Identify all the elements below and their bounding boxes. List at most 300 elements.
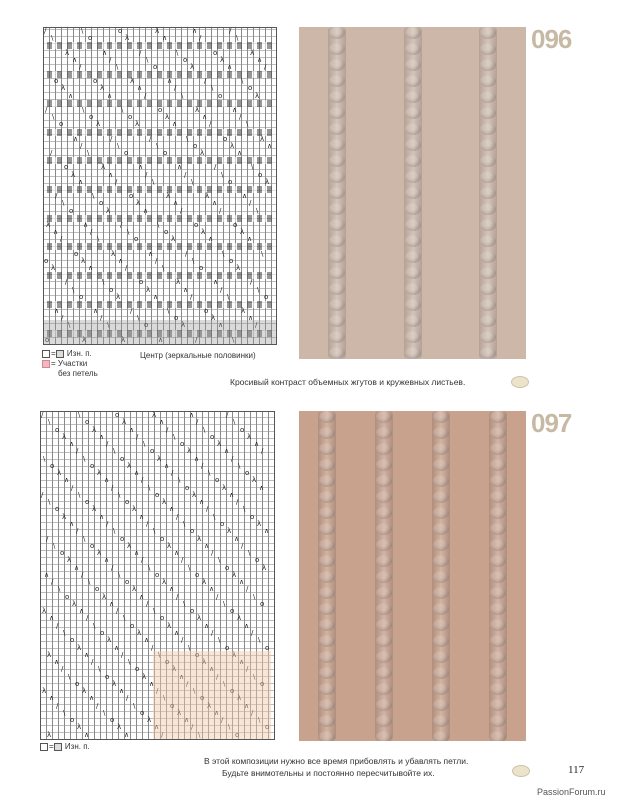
chart-symbol: /: [199, 34, 202, 43]
chart-symbol: \: [183, 599, 186, 608]
chart-symbol: ∧: [164, 461, 170, 470]
chart-symbol: ∧: [129, 425, 135, 434]
chart-symbol: \: [241, 77, 244, 86]
chart-symbol: /: [229, 27, 232, 35]
chart-symbol: \: [248, 549, 251, 558]
chart-symbol: ∧: [139, 512, 145, 521]
chart-symbol: o: [118, 27, 123, 35]
knit-twist: [376, 603, 392, 615]
chart-symbol: o: [193, 141, 198, 150]
chart-symbol: o: [260, 679, 265, 688]
chart-symbol: /: [219, 206, 222, 215]
chart-symbol: o: [139, 278, 144, 287]
chart-symbol: λ: [146, 285, 151, 294]
chart-symbol: λ: [112, 679, 117, 688]
knit-square-icon: [42, 350, 50, 358]
chart-symbol: o: [134, 235, 139, 244]
chart-symbol: λ: [202, 578, 207, 587]
chart-symbol: \: [181, 91, 184, 100]
chart-symbol: \: [228, 723, 231, 732]
chart-symbol: \: [93, 621, 96, 630]
chart-symbol: o: [90, 461, 95, 470]
chart-symbol: ∧: [199, 498, 205, 507]
chart-symbol: \: [258, 716, 261, 725]
chart-symbol: \: [68, 321, 71, 330]
chart-symbol: ∧: [212, 199, 218, 208]
knit-twist: [329, 347, 345, 359]
center-note-096: Центр (зеркальные половинки): [140, 351, 256, 360]
chart-symbol: /: [60, 235, 63, 244]
knit-twist: [376, 475, 392, 487]
chart-symbol: ∧: [208, 235, 214, 244]
chart-symbol: \: [137, 314, 140, 323]
chart-symbol: /: [50, 149, 53, 158]
chart-symbol: λ: [102, 592, 107, 601]
chart-symbol: \: [188, 563, 191, 572]
chart-symbol: /: [81, 570, 84, 579]
chart-symbol: /: [206, 505, 209, 514]
chart-symbol: λ: [197, 534, 202, 543]
chart-symbol: λ: [82, 687, 87, 696]
knit-twist: [405, 187, 421, 199]
chart-symbol: ∧: [68, 91, 74, 100]
chart-symbol: λ: [97, 469, 102, 478]
chart-symbol: o: [180, 440, 185, 449]
chart-symbol: o: [230, 687, 235, 696]
chart-symbol: λ: [72, 599, 77, 608]
legend-stitch-label: Изн. п.: [64, 742, 90, 751]
chart-symbol: o: [65, 592, 70, 601]
knit-twist: [433, 715, 449, 727]
chart-symbol: o: [204, 307, 209, 316]
caption-097-line1: В этой композиции нужно все время прибовлять и убавлять петли.: [204, 756, 469, 766]
chart-symbol: /: [155, 256, 158, 265]
chart-symbol: o: [190, 607, 195, 616]
chart-symbol: /: [184, 170, 187, 179]
chart-symbol: o: [75, 679, 80, 688]
knit-twist: [376, 571, 392, 583]
knit-twist: [376, 699, 392, 711]
chart-symbol: λ: [217, 440, 222, 449]
knit-twist: [490, 491, 506, 503]
chart-symbol: \: [102, 278, 105, 287]
chart-symbol: ∧: [74, 563, 80, 572]
sheep-icon: [511, 376, 529, 388]
chart-symbol: \: [218, 556, 221, 565]
chart-symbol: ∧: [173, 199, 179, 208]
knit-twist: [405, 251, 421, 263]
legend-nostitch-label-1: Участки: [57, 359, 88, 368]
chart-symbol: o: [265, 723, 270, 732]
knit-twist: [490, 507, 506, 519]
chart-symbol: o: [135, 665, 140, 674]
chart-symbol: o: [150, 447, 155, 456]
chart-symbol: ∧: [158, 335, 164, 344]
chart-symbol: o: [155, 570, 160, 579]
chart-symbol: o: [125, 498, 130, 507]
chart-symbol: /: [181, 636, 184, 645]
knit-twist: [490, 459, 506, 471]
chart-symbol: \: [113, 447, 116, 456]
knit-twist: [433, 619, 449, 631]
chart-symbol: \: [113, 527, 116, 536]
chart-symbol: \: [48, 418, 51, 427]
chart-symbol: \: [148, 563, 151, 572]
knit-twist: [433, 523, 449, 535]
chart-symbol: λ: [172, 665, 177, 674]
chart-symbol: /: [76, 447, 79, 456]
chart-symbol: o: [44, 256, 49, 265]
knit-twist: [433, 443, 449, 455]
chart-symbol: ∧: [169, 505, 175, 514]
knit-twist: [329, 315, 345, 327]
knit-twist: [329, 203, 345, 215]
page-number: 117: [568, 764, 585, 776]
chart-symbol: λ: [201, 228, 206, 237]
chart-symbol: \: [63, 629, 66, 637]
chart-symbol: ∧: [239, 658, 245, 667]
knit-twist: [376, 651, 392, 663]
chart-symbol: o: [105, 672, 110, 681]
chart-symbol: /: [46, 534, 49, 543]
chart-symbol: λ: [122, 418, 127, 427]
chart-symbol: \: [82, 106, 85, 114]
legend-097: = Изн. п.: [40, 742, 90, 752]
chart-symbol: o: [200, 694, 205, 703]
chart-symbol: \: [257, 285, 260, 294]
chart-symbol: /: [204, 77, 207, 86]
knit-square-icon: [40, 743, 48, 751]
chart-symbol: λ: [77, 643, 82, 652]
chart-symbol: \: [223, 679, 226, 688]
chart-symbol: ∧: [174, 629, 180, 637]
chart-symbol: /: [231, 454, 234, 463]
chart-symbol: ∧: [104, 556, 110, 565]
chart-symbol: o: [195, 650, 200, 659]
chart-symbol: ∧: [83, 220, 89, 229]
chart-symbol: λ: [42, 687, 47, 696]
chart-symbol: o: [99, 199, 104, 208]
chart-symbol: ∧: [93, 307, 99, 316]
chart-symbol: ∧: [143, 206, 149, 215]
chart-symbol: \: [232, 335, 235, 344]
knit-twist: [433, 427, 449, 439]
chart-symbol: /: [236, 498, 239, 507]
chart-symbol: /: [79, 62, 82, 71]
chart-symbol: λ: [155, 27, 160, 35]
chart-symbol: /: [45, 106, 48, 114]
chart-symbol: /: [221, 716, 224, 725]
knit-twist: [376, 507, 392, 519]
chart-symbol: \: [198, 730, 201, 739]
chart-symbol: o: [64, 163, 69, 172]
chart-symbol: \: [127, 228, 130, 237]
chart-symbol: λ: [205, 192, 210, 201]
chart-cable-band: [44, 129, 276, 136]
chart-symbol: /: [145, 170, 148, 179]
chart-symbol: o: [260, 599, 265, 608]
chart-symbol: \: [116, 62, 119, 71]
chart-symbol: λ: [71, 170, 76, 179]
chart-symbol: /: [201, 461, 204, 470]
knit-twist: [433, 667, 449, 679]
chart-symbol: ∧: [69, 440, 75, 449]
chart-symbol: ∧: [239, 578, 245, 587]
chart-symbol: λ: [255, 91, 260, 100]
chart-symbol: ∧: [218, 321, 224, 330]
knit-twist: [376, 555, 392, 567]
chart-symbol: o: [45, 335, 50, 344]
chart-symbol: \: [256, 206, 259, 215]
chart-symbol: o: [174, 314, 179, 323]
chart-symbol: λ: [62, 512, 67, 521]
chart-symbol: o: [225, 643, 230, 652]
chart-symbol: /: [195, 335, 198, 344]
chart-symbol: /: [116, 607, 119, 616]
chart-symbol: ∧: [194, 454, 200, 463]
chart-symbol: \: [153, 527, 156, 536]
chart-symbol: o: [70, 716, 75, 725]
chart-symbol: o: [225, 563, 230, 572]
chart-symbol: /: [176, 512, 179, 521]
chart-symbol: ∧: [64, 476, 70, 485]
chart-symbol: o: [170, 701, 175, 710]
chart-symbol: /: [211, 629, 214, 637]
knit-twist: [490, 667, 506, 679]
chart-symbol: λ: [176, 278, 181, 287]
chart-symbol: \: [62, 199, 65, 208]
chart-symbol: \: [258, 636, 261, 645]
chart-symbol: o: [245, 469, 250, 478]
chart-symbol: o: [250, 512, 255, 521]
chart-symbol: o: [95, 585, 100, 594]
chart-symbol: /: [76, 527, 79, 536]
chart-symbol: o: [235, 730, 240, 739]
chart-symbol: λ: [97, 549, 102, 558]
chart-symbol: λ: [187, 447, 192, 456]
chart-symbol: ∧: [257, 55, 263, 64]
knit-twist: [376, 491, 392, 503]
knit-twist: [405, 107, 421, 119]
chart-symbol: ∧: [234, 534, 240, 543]
chart-symbol: o: [164, 228, 169, 237]
knit-twist: [329, 219, 345, 231]
chart-symbol: /: [246, 585, 249, 594]
chart-symbol: λ: [121, 335, 126, 344]
chart-symbol: /: [86, 614, 89, 623]
chart-symbol: \: [253, 592, 256, 601]
chart-symbol: ∧: [84, 730, 90, 739]
chart-symbol: o: [130, 621, 135, 630]
chart-symbol: ∧: [189, 411, 195, 419]
chart-symbol: λ: [236, 264, 241, 272]
chart-symbol: ∧: [118, 256, 124, 265]
knit-twist: [433, 699, 449, 711]
chart-symbol: λ: [101, 163, 106, 172]
knit-twist: [490, 555, 506, 567]
chart-symbol: ∧: [204, 541, 210, 550]
chart-symbol: o: [55, 505, 60, 514]
chart-symbol: λ: [211, 314, 216, 323]
sheep-icon: [512, 765, 530, 777]
chart-symbol: λ: [237, 614, 242, 623]
chart-symbol: /: [190, 292, 193, 301]
chart-symbol: \: [97, 235, 100, 244]
chart-symbol: ∧: [138, 163, 144, 172]
knit-twist: [405, 171, 421, 183]
chart-symbol: o: [183, 55, 188, 64]
chart-symbol: ∧: [139, 592, 145, 601]
chart-symbol: λ: [260, 134, 265, 143]
chart-symbol: /: [71, 483, 74, 492]
knit-twist: [329, 331, 345, 343]
chart-symbol: \: [107, 321, 110, 330]
chart-symbol: o: [220, 520, 225, 528]
chart-symbol: o: [125, 578, 130, 587]
chart-symbol: λ: [177, 708, 182, 717]
chart-symbol: /: [216, 592, 219, 601]
chart-symbol: \: [243, 505, 246, 514]
knit-twist: [405, 235, 421, 247]
chart-symbol: ∧: [53, 228, 59, 237]
chart-symbol: o: [230, 607, 235, 616]
chart-symbol: ∧: [244, 701, 250, 710]
chart-symbol: λ: [111, 249, 116, 258]
chart-symbol: /: [125, 264, 128, 272]
chart-symbol: o: [194, 220, 199, 229]
chart-symbol: ∧: [179, 672, 185, 681]
knit-twist: [319, 731, 335, 741]
chart-symbol: o: [160, 534, 165, 543]
chart-cable-band: [44, 215, 276, 222]
chart-symbol: /: [220, 285, 223, 294]
chart-symbol: λ: [132, 505, 137, 514]
chart-symbol: λ: [136, 199, 141, 208]
chart-symbol: o: [264, 292, 269, 301]
chart-symbol: ∧: [232, 106, 238, 114]
chart-symbol: \: [51, 34, 54, 43]
knit-twist: [433, 507, 449, 519]
chart-symbol: λ: [171, 235, 176, 244]
knit-twist: [433, 571, 449, 583]
chart-symbol: /: [56, 621, 59, 630]
chart-symbol: \: [63, 708, 66, 717]
chart-symbol: /: [191, 723, 194, 732]
chart-symbol: ∧: [209, 665, 215, 674]
chart-symbol: o: [115, 411, 120, 419]
chart-symbol: ∧: [108, 170, 114, 179]
chart-cable-band: [44, 42, 276, 49]
legend-nostitch-row: = Участки: [42, 359, 98, 369]
chart-symbol: o: [85, 498, 90, 507]
chart-symbol: ∧: [183, 285, 189, 294]
knit-twist: [376, 443, 392, 455]
knit-twist: [433, 555, 449, 567]
chart-symbol: ∧: [172, 120, 178, 129]
chart-symbol: ∧: [267, 141, 273, 150]
chart-symbol: ∧: [192, 27, 198, 35]
chart-symbol: λ: [67, 556, 72, 565]
chart-symbol: ∧: [99, 432, 105, 441]
chart-symbol: λ: [147, 716, 152, 725]
chart-symbol: \: [227, 292, 230, 301]
chart-symbol: ∧: [202, 113, 208, 122]
chart-symbol: \: [148, 483, 151, 492]
knit-twist: [490, 411, 506, 423]
chart-cable-band: [44, 157, 276, 164]
chart-symbol: ∧: [69, 520, 75, 528]
knit-twist: [490, 699, 506, 711]
chart-symbol: /: [141, 476, 144, 485]
chart-symbol: λ: [92, 505, 97, 514]
chart-symbol: \: [133, 701, 136, 710]
knit-twist: [405, 91, 421, 103]
knit-twist: [376, 539, 392, 551]
chart-symbol: /: [166, 425, 169, 434]
chart-symbol: \: [167, 307, 170, 316]
chart-symbol: \: [117, 141, 120, 150]
chart-symbol: o: [69, 206, 74, 215]
chart-symbol: λ: [47, 730, 52, 739]
knit-twist: [405, 315, 421, 327]
knit-twist: [405, 75, 421, 87]
chart-symbol: \: [157, 220, 160, 229]
chart-symbol: ∧: [49, 694, 55, 703]
chart-symbol: /: [115, 177, 118, 186]
knit-twist: [433, 731, 449, 741]
chart-symbol: \: [43, 454, 46, 463]
chart-symbol: \: [223, 599, 226, 608]
chart-symbol: λ: [62, 432, 67, 441]
chart-symbol: o: [229, 256, 234, 265]
knit-twist: [329, 299, 345, 311]
legend-096: [42, 349, 98, 379]
chart-symbol: /: [109, 55, 112, 64]
chart-symbol: \: [118, 490, 121, 499]
chart-symbol: /: [146, 520, 149, 528]
chart-symbol: ∧: [124, 730, 130, 739]
knit-twist: [405, 27, 421, 39]
chart-symbol: o: [190, 527, 195, 536]
chart-symbol: λ: [181, 321, 186, 330]
chart-symbol: o: [50, 461, 55, 470]
chart-symbol: /: [120, 220, 123, 229]
chart-symbol: λ: [157, 454, 162, 463]
chart-symbol: \: [222, 249, 225, 258]
chart-symbol: ∧: [144, 636, 150, 645]
chart-symbol: /: [261, 447, 264, 456]
knit-twist: [405, 331, 421, 343]
chart-symbol: λ: [135, 120, 140, 129]
chart-symbol: o: [79, 292, 84, 301]
chart-symbol: ∧: [264, 527, 270, 536]
chart-symbol: /: [250, 278, 253, 287]
chart-symbol: o: [240, 425, 245, 434]
watermark: PassionForum.ru: [537, 787, 606, 797]
chart-symbol: \: [153, 607, 156, 616]
chart-symbol: /: [141, 556, 144, 565]
knit-twist: [433, 491, 449, 503]
chart-symbol: ∧: [137, 84, 143, 93]
chart-symbol: /: [146, 599, 149, 608]
chart-symbol: ∧: [244, 621, 250, 630]
chart-symbol: \: [193, 687, 196, 696]
chart-symbol: /: [61, 314, 64, 323]
knit-twist: [490, 715, 506, 727]
chart-symbol: ∧: [174, 549, 180, 558]
knit-twist: [329, 283, 345, 295]
chart-symbol: ∧: [213, 278, 219, 287]
